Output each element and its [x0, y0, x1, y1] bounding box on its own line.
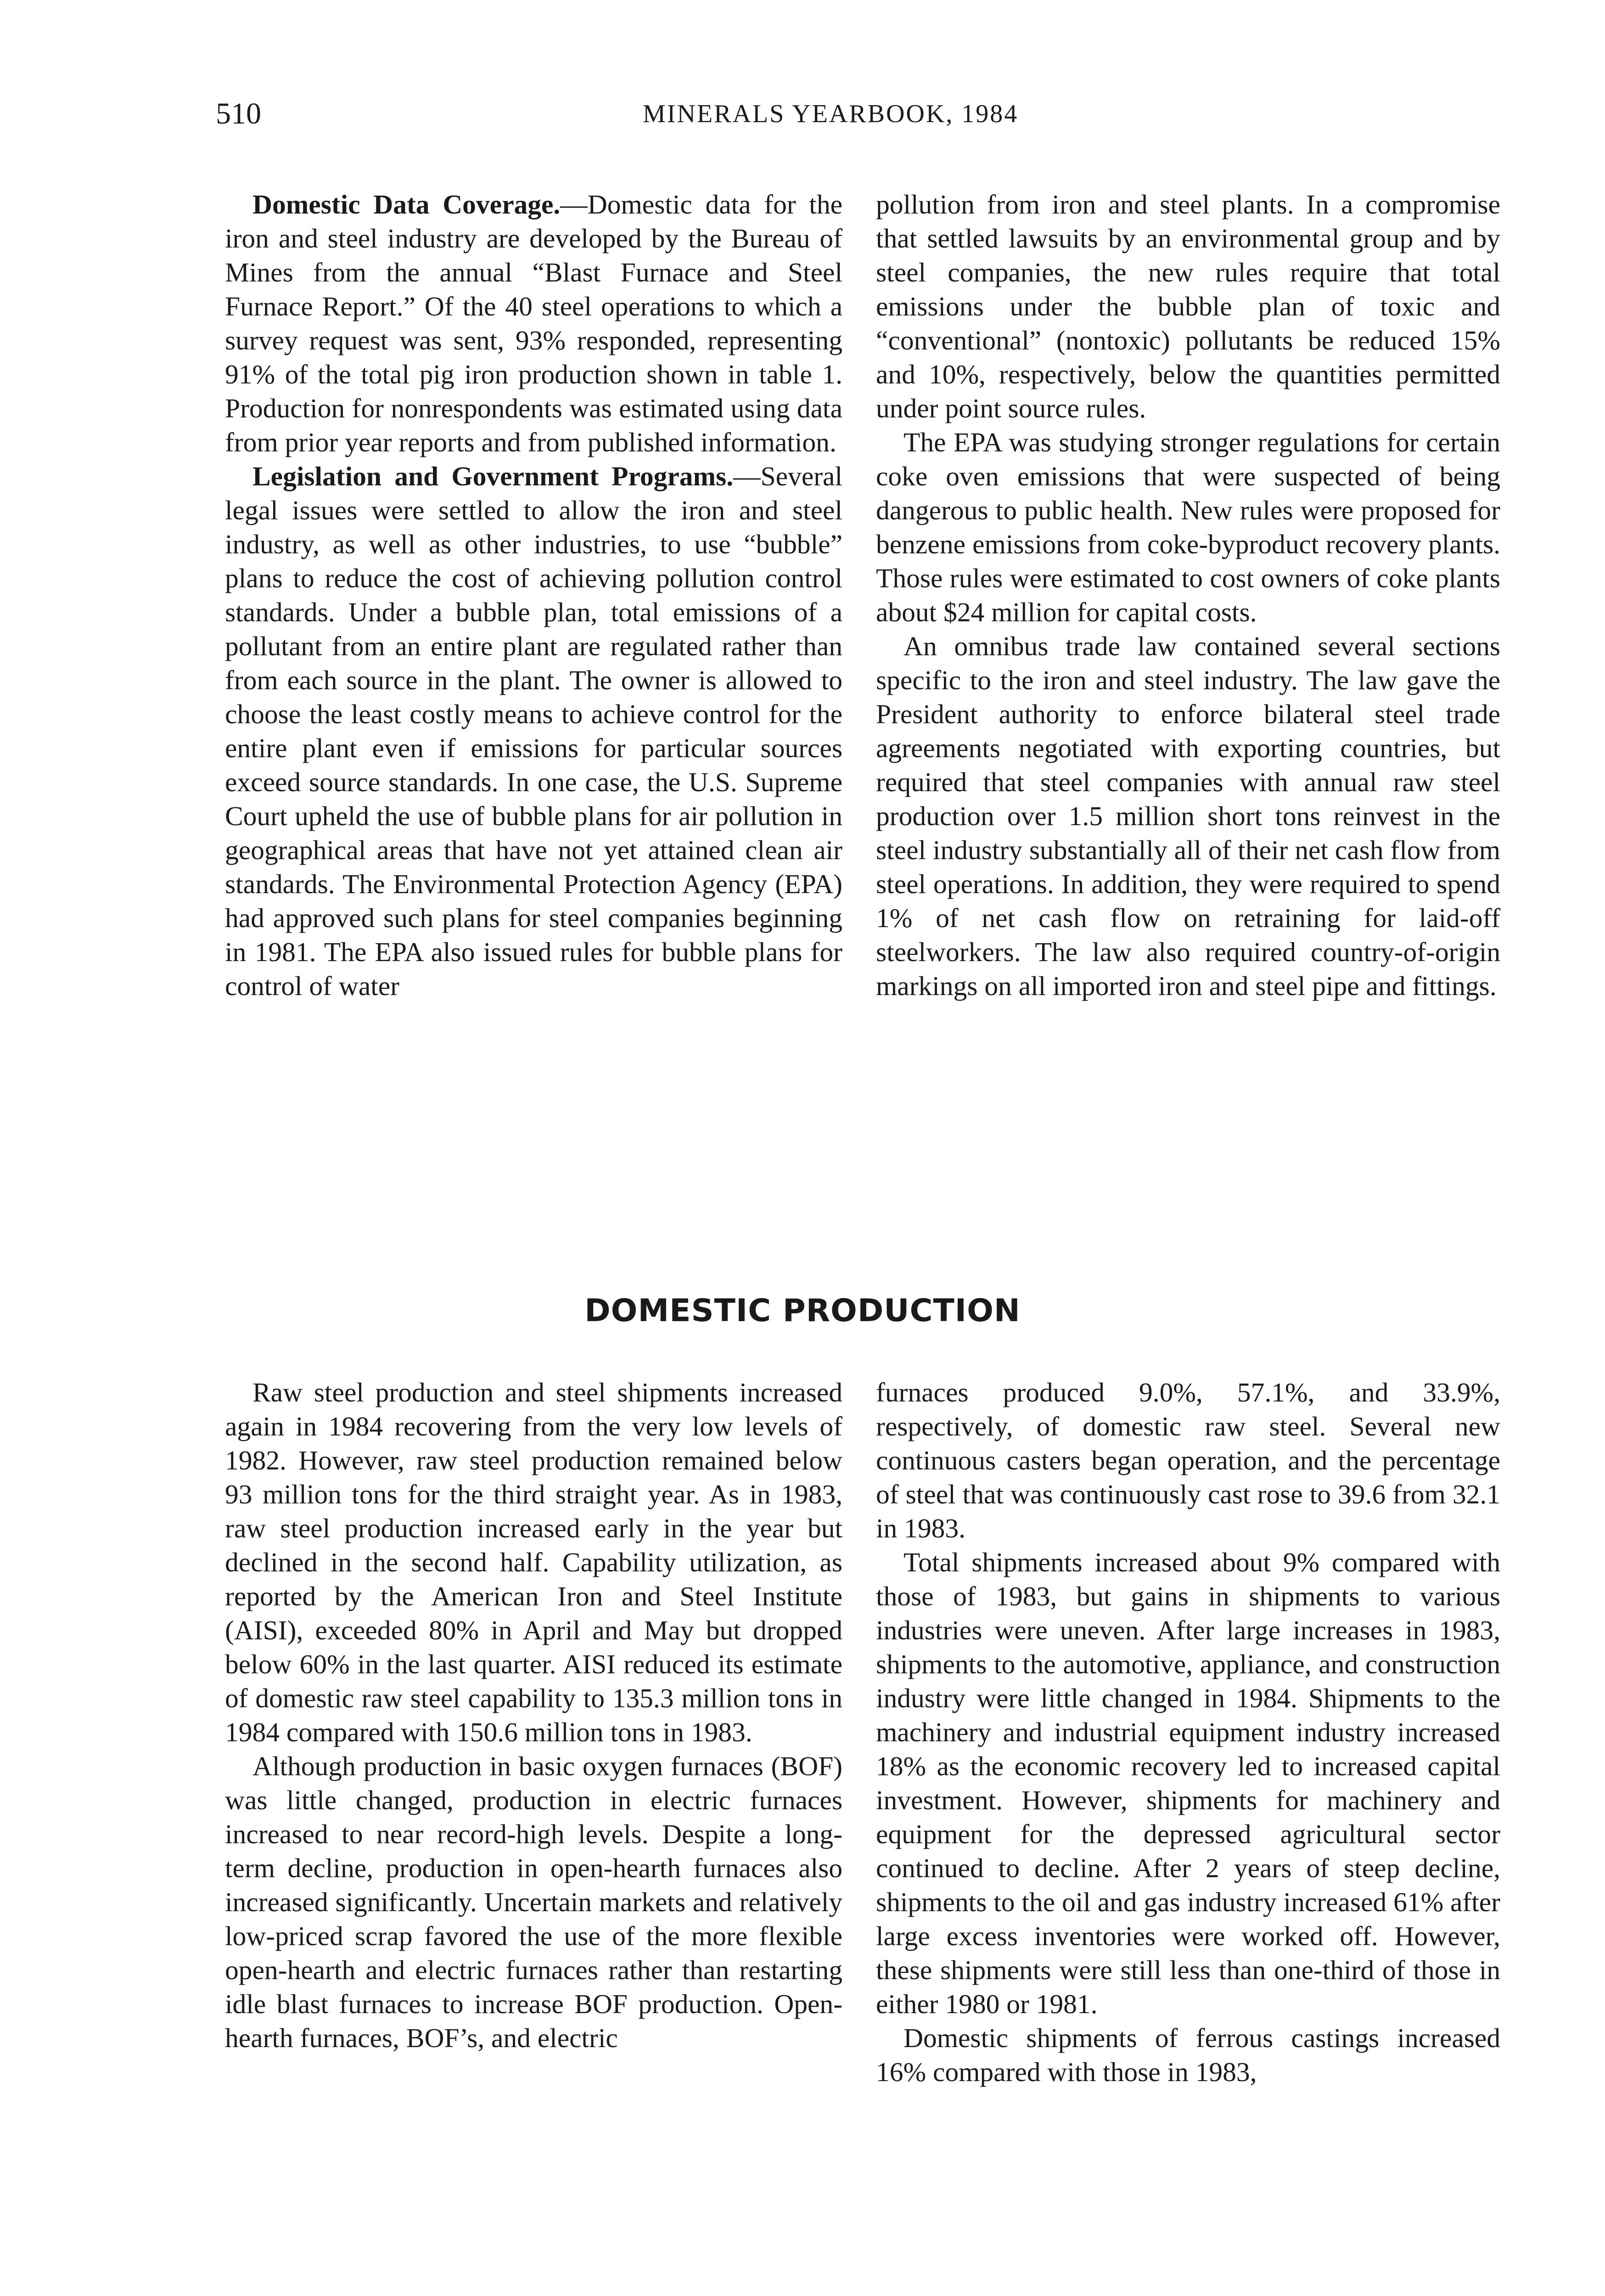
paragraph-domestic-data-coverage — [225, 187, 842, 459]
paragraph-epa-coke: The EPA was studying stronger regulations for certain coke oven emissions that were suspected of being dangerous to public health. New rules were proposed for benzene emissions from coke-byproduct recovery plants. Those rules were estimated to cost owners of coke plants about $24 million for capital costs. — [876, 427, 1500, 627]
paragraph-text: —Several legal issues were settled to allow the iron and steel industry, as well as other industries, to use “bubble” plans to reduce the cost of achieving pollution control standards. Under a bubble plan, total emissions of a pollutant from an entire plant are regulated rather than from each source in the plant. The owner is allowed to choose the least costly means to achieve control for the entire plant even if emissions for particular sources exceed source standards. In one case, the U.S. Supreme Court upheld the use of bubble plans for air pollution in geographical areas that have not yet attained clean air standards. The Environmental Protection Agency (EPA) had approved such plans for steel companies beginning in 1981. The EPA also issued rules for bubble plans for control of water — [225, 461, 842, 1001]
top-left-column — [225, 187, 842, 1003]
paragraph-trade-law: An omnibus trade law contained several sections specific to the iron and steel industry. The law gave the President authority to enforce bilateral steel trade agreements negotiated with exporting countries, but required that steel companies with annual raw steel production over 1.5 million short tons reinvest in the steel industry substantially all of their net cash flow from steel operations. In addition, they were required to spend 1% of net cash flow on retraining for laid-off steelworkers. The law also required country-of-origin markings on all imported iron and steel pipe and fittings. — [876, 631, 1500, 1001]
paragraph-text: —Domestic data for the iron and steel industry are developed by the Bureau of Mines from the annual “Blast Furnace and Steel Furnace Report.” Of the 40 steel operations to which a survey request was sent, 93% responded, representing 91% of the total pig iron production shown in table 1. Production for nonrespondents was estimated using data from prior year reports and from published information. — [225, 189, 842, 457]
inline-heading-legislation: Legislation and Government Programs. — [253, 461, 734, 491]
paragraph-continued: pollution from iron and steel plants. In a compromise that settled lawsuits by an environmental group and by steel companies, the new rules require that total emissions under the bubble plan of toxic and “conventional” (nontoxic) pollutants be reduced 15% and 10%, respectively, below the quantities permitted under point source rules. — [876, 189, 1500, 423]
inline-heading-domestic-data-coverage: Domestic Data Coverage. — [253, 189, 561, 219]
paragraph-legislation — [225, 459, 842, 1003]
paragraph-raw-steel: Raw steel production and steel shipments increased again in 1984 recovering from the very low levels of 1982. However, raw steel production remained below 93 million tons for the third straight year. As in 1983, raw steel production increased early in the year but declined in the second half. Capability utilization, as reported by the American Iron and Steel Institute (AISI), exceeded 80% in April and May but dropped below 60% in the last quarter. AISI reduced its estimate of domestic raw steel capability to 135.3 million tons in 1984 compared with 150.6 million tons in 1983. — [225, 1377, 842, 1747]
paragraph-castings: Domestic shipments of ferrous castings increased 16% compared with those in 1983, — [876, 2023, 1500, 2087]
section-heading: DOMESTIC PRODUCTION — [584, 1293, 1021, 1329]
bottom-left-column — [225, 1375, 842, 2055]
paragraph-continued: furnaces produced 9.0%, 57.1%, and 33.9%, respectively, of domestic raw steel. Several new continuous casters began operation, and the percentage of steel that was continuously cast rose to 39.6 from 32.1 in 1983. — [876, 1377, 1500, 1543]
bottom-right-column — [876, 1375, 1500, 2089]
page-number: 510 — [216, 97, 261, 130]
running-title: MINERALS YEARBOOK, 1984 — [643, 100, 1019, 128]
top-right-column — [876, 187, 1500, 1003]
paragraph-shipments: Total shipments increased about 9% compared with those of 1983, but gains in shipments to various industries were uneven. After large increases in 1983, shipments to the automotive, appliance, and construction industry were little changed in 1984. Shipments to the machinery and industrial equipment industry increased 18% as the economic recovery led to increased capital investment. However, shipments for machinery and equipment for the depressed agricultural sector continued to decline. After 2 years of steep decline, shipments to the oil and gas industry increased 61% after large excess inventories were worked off. However, these shipments were still less than one-third of those in either 1980 or 1981. — [876, 1547, 1500, 2019]
paragraph-furnaces: Although production in basic oxygen furnaces (BOF) was little changed, production in electric furnaces increased to near record-high levels. Despite a long-term decline, production in open-hearth furnaces also increased significantly. Uncertain markets and relatively low-priced scrap favored the use of the more flexible open-hearth and electric furnaces rather than restarting idle blast furnaces to increase BOF production. Open-hearth furnaces, BOF’s, and electric — [225, 1751, 842, 2053]
page-header — [216, 96, 1547, 138]
